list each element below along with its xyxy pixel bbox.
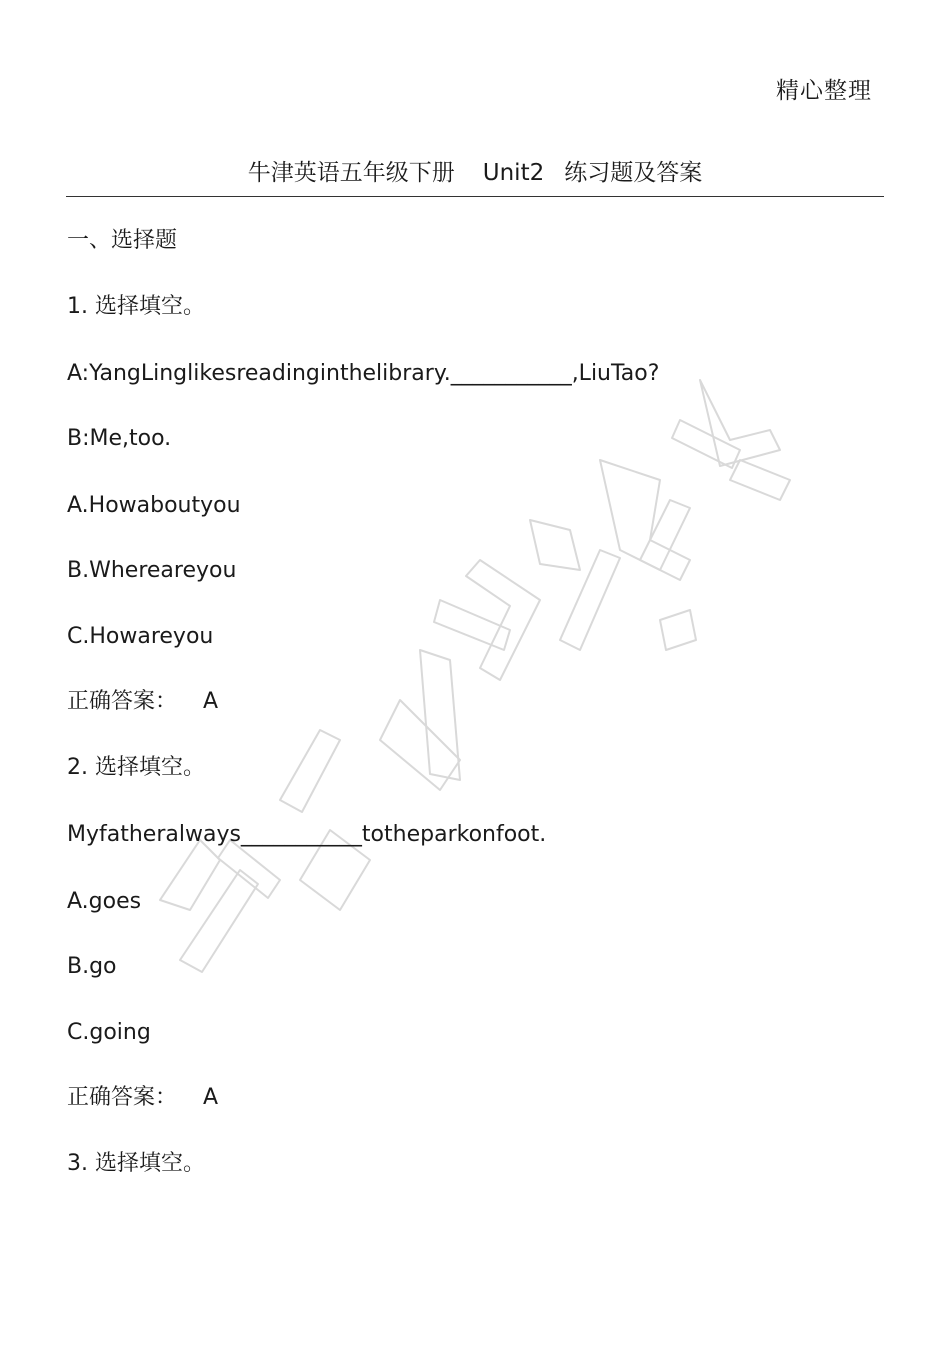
question-1-option-b: B.Whereareyou [67,558,237,583]
answer-value: A [203,1085,219,1110]
answer-label: 正确答案： [67,689,178,714]
question-1-option-a: A.Howaboutyou [67,493,241,518]
question-2-stem-line-1: Myfatheralways___________totheparkonfoot. [67,822,547,847]
question-2-label: 2. 选择填空。 [67,755,205,780]
question-1-label: 1. 选择填空。 [67,294,205,319]
question-2-answer [67,1083,218,1113]
header-label: 精心整理 [776,78,872,104]
question-1-option-c: C.Howareyou [67,624,214,649]
question-3-label: 3. 选择填空。 [67,1151,205,1176]
question-1-stem-line-1: A:YangLinglikesreadinginthelibrary.___________,LiuTao? [67,361,660,386]
section-heading: 一、选择题 [67,228,178,253]
title-part-2: Unit2 [482,160,545,186]
answer-label: 正确答案： [67,1085,178,1110]
title-divider [66,196,884,197]
question-1-answer [67,687,218,717]
document-title [0,154,950,187]
question-2-option-b: B.go [67,954,117,979]
answer-value: A [203,689,219,714]
question-1-stem-line-2: B:Me,too. [67,426,172,451]
question-2-option-c: C.going [67,1020,151,1045]
title-part-3: 练习题及答案 [564,160,703,186]
title-part-1: 牛津英语五年级下册 [247,160,455,186]
question-2-option-a: A.goes [67,889,142,914]
